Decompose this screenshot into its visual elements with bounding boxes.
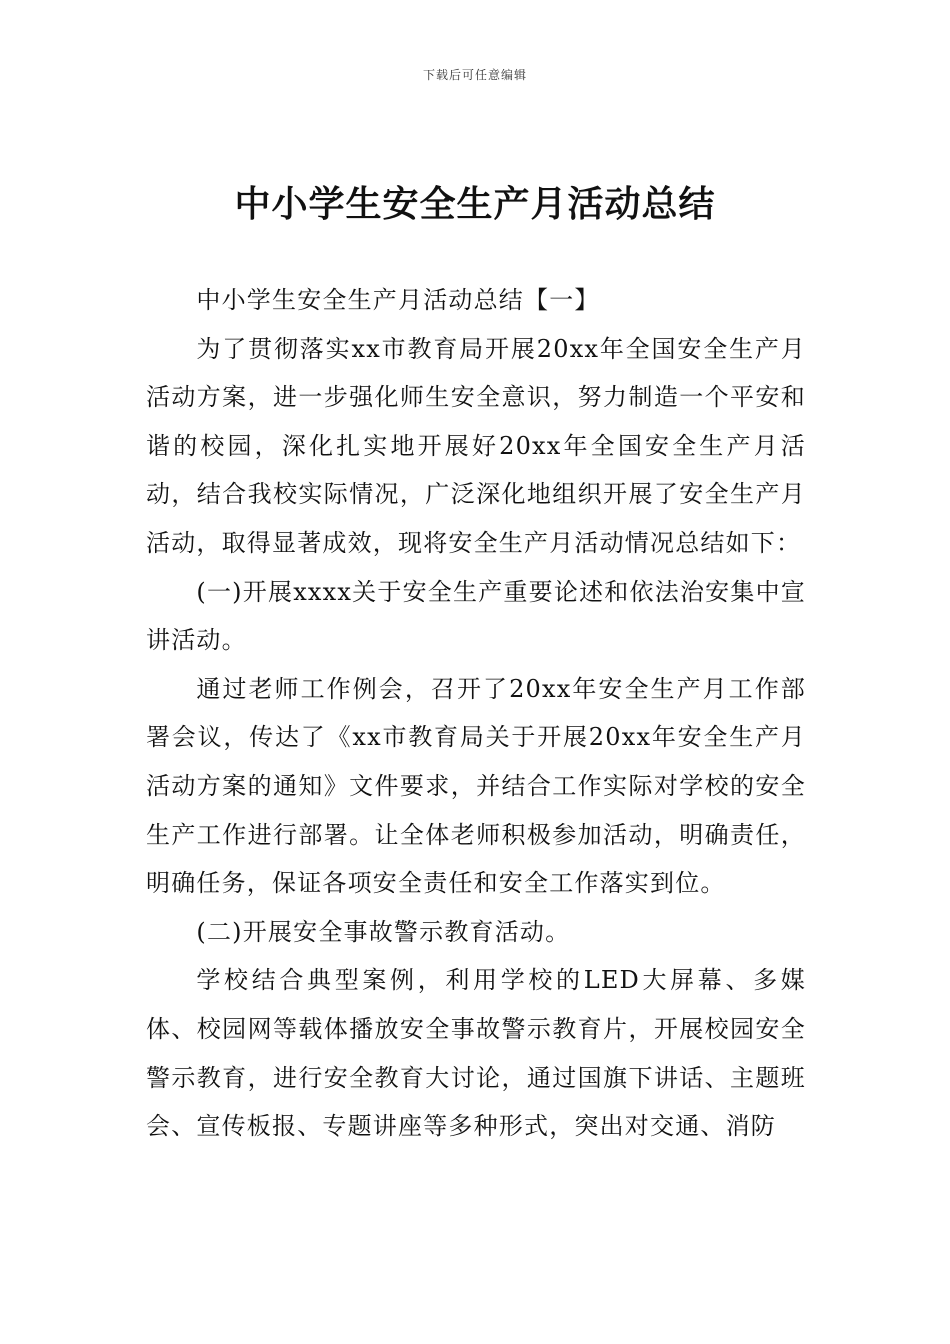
paragraph-item-2-heading: (二)开展安全事故警示教育活动。 — [196, 917, 571, 946]
document-title: 中小学生安全生产月活动总结 — [234, 184, 716, 225]
paragraph-item-1-heading: (一)开展xxxx关于安全生产重要论述和依法治安集中宣讲活动。 — [146, 577, 806, 655]
header-note: 下载后可任意编辑 — [422, 68, 527, 82]
paragraph-section-heading: 中小学生安全生产月活动总结【一】 — [196, 286, 600, 314]
paragraph-item-1-body: 通过老师工作例会，召开了20xx年安全生产月工作部署会议，传达了《xx市教育局关于开展20xx年安全生产月活动方案的通知》文件要求，并结合工作实际对学校的安全生产工作进行部署。让全体老师积极参加活动，明确责任，明确任务，保证各项安全责任和安全工作落实到位。 — [146, 674, 806, 898]
document-body — [146, 276, 806, 1151]
paragraph-item-2-body: 学校结合典型案例，利用学校的LED大屏幕、多媒体、校园网等载体播放安全事故警示教育片，开展校园安全警示教育，进行安全教育大讨论，通过国旗下讲话、主题班会、宣传板报、专题讲座等多种形式，突出对交通、消防 — [146, 966, 806, 1141]
paragraph-intro: 为了贯彻落实xx市教育局开展20xx年全国安全生产月活动方案，进一步强化师生安全意识，努力制造一个平安和谐的校园，深化扎实地开展好20xx年全国安全生产月活动，结合我校实际情况，广泛深化地组织开展了安全生产月活动，取得显著成效，现将安全生产月活动情况总结如下： — [146, 334, 806, 557]
